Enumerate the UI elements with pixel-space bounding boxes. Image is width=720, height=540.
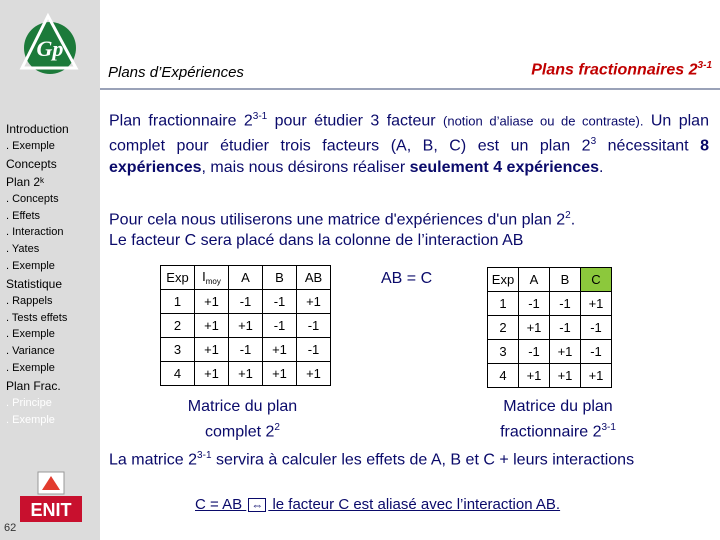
table-cell: 1: [161, 290, 195, 314]
table-cell: 3: [488, 340, 519, 364]
table-cell: 4: [161, 362, 195, 386]
table-cell: +1: [519, 364, 550, 388]
table-header-cell: C: [581, 268, 612, 292]
sidebar-item[interactable]: . Interaction: [6, 226, 64, 239]
sidebar-item[interactable]: Plan 2ᵏ: [6, 174, 45, 189]
table-row: [488, 316, 612, 340]
sidebar-item[interactable]: . Exemple: [6, 140, 55, 152]
table-cell: +1: [263, 338, 297, 362]
table-header-cell: A: [229, 266, 263, 290]
sidebar-item[interactable]: . Rappels: [6, 294, 53, 307]
table-cell: -1: [263, 290, 297, 314]
table-row: [161, 338, 331, 362]
intro-paragraph: Plan fractionnaire 2$^{3-1}$ pour étudier 3 facteur (notion d’aliase ou de contraste). Un plan complet pour étudier trois facteurs (A, B, C) est un plan $2^3$ nécessitant 8 expériences, mais nous désirons réaliser seulement 4 expériences.: [109, 111, 710, 176]
table-cell: +1: [229, 362, 263, 386]
table-row: [488, 340, 612, 364]
table-cell: +1: [195, 362, 229, 386]
gp-logo: [14, 10, 86, 82]
table-cell: -1: [550, 292, 581, 316]
table-header-cell: B: [263, 266, 297, 290]
conclusion-line: La matrice 2$^{3-1}$ servira à calculer les effets de A, B et C + leurs interactions: [109, 450, 635, 469]
table-cell: +1: [550, 364, 581, 388]
sidebar-nav: [6, 120, 100, 428]
full-table-caption: Matrice du plan complet $2^2$: [187, 398, 298, 441]
enit-logo: [16, 470, 86, 530]
table-cell: +1: [581, 292, 612, 316]
table-header-cell: A: [519, 268, 550, 292]
table-cell: 2: [161, 314, 195, 338]
sidebar-item[interactable]: . Exemple: [6, 413, 55, 426]
sidebar-item[interactable]: . Tests effets: [6, 311, 68, 324]
sidebar-item[interactable]: . Concepts: [6, 192, 59, 205]
alias-statement: C = AB ⇔ le facteur C est aliasé avec l’interaction AB.: [195, 496, 561, 513]
table-cell: -1: [229, 338, 263, 362]
full-design-table: [160, 265, 331, 386]
sidebar-item[interactable]: Plan Frac.: [6, 378, 61, 393]
svg-text:Gp: Gp: [36, 36, 64, 61]
sidebar-item[interactable]: . Principe: [6, 396, 52, 409]
table-cell: -1: [263, 314, 297, 338]
table-row: [161, 362, 331, 386]
fractional-design-table: [487, 267, 612, 388]
sidebar-item[interactable]: Introduction: [6, 122, 69, 136]
table-header-cell: B: [550, 268, 581, 292]
table-cell: 2: [488, 316, 519, 340]
table-cell: +1: [519, 316, 550, 340]
table-header-cell: Exp: [488, 268, 519, 292]
table-header-cell: Exp: [161, 266, 195, 290]
table-cell: -1: [229, 290, 263, 314]
table-row: [161, 314, 331, 338]
sidebar-item[interactable]: . Exemple: [6, 328, 55, 341]
method-paragraph: Pour cela nous utiliserons une matrice d'expériences d'un plan $2^2$. Le facteur C sera placé dans la colonne de l’interaction AB: [109, 210, 576, 250]
table-cell: 1: [488, 292, 519, 316]
table-cell: 4: [488, 364, 519, 388]
table-cell: -1: [581, 316, 612, 340]
table-cell: +1: [195, 290, 229, 314]
table-cell: -1: [297, 338, 331, 362]
table-cell: +1: [263, 362, 297, 386]
table-cell: -1: [550, 316, 581, 340]
table-cell: +1: [297, 290, 331, 314]
table-header-cell: $I_{moy}$: [195, 266, 229, 290]
sidebar-item[interactable]: . Effets: [6, 209, 41, 222]
sidebar-item[interactable]: . Exemple: [6, 259, 55, 272]
table-row: [488, 292, 612, 316]
course-title: Plans d’Expériences: [108, 64, 244, 81]
sidebar-item[interactable]: . Variance: [6, 345, 55, 358]
sidebar: [0, 0, 100, 540]
table-cell: +1: [581, 364, 612, 388]
equivalence-arrow-icon: ⇔: [248, 498, 266, 512]
alias-equation: AB = C: [381, 270, 433, 287]
sidebar-item[interactable]: Concepts: [6, 156, 57, 171]
table-cell: -1: [297, 314, 331, 338]
table-cell: +1: [297, 362, 331, 386]
page-number: 62: [4, 522, 17, 534]
table-row: [161, 290, 331, 314]
fractional-table-caption: Matrice du plan fractionnaire 2$^{3-1}$: [500, 398, 616, 441]
table-header-cell: AB: [297, 266, 331, 290]
table-header-row: [161, 266, 331, 290]
table-cell: +1: [550, 340, 581, 364]
table-cell: +1: [195, 338, 229, 362]
table-cell: -1: [519, 292, 550, 316]
sidebar-item[interactable]: . Exemple: [6, 361, 55, 374]
table-row: [488, 364, 612, 388]
svg-text:ENIT: ENIT: [30, 500, 72, 520]
table-header-row: [488, 268, 612, 292]
table-cell: +1: [229, 314, 263, 338]
sidebar-item[interactable]: . Yates: [6, 243, 40, 256]
table-cell: -1: [581, 340, 612, 364]
table-cell: 3: [161, 338, 195, 362]
table-cell: +1: [195, 314, 229, 338]
header-divider: [100, 88, 720, 90]
sidebar-item[interactable]: Statistique: [6, 276, 63, 291]
section-title: Plans fractionnaires 2$^{3-1}$: [531, 60, 712, 79]
table-cell: -1: [519, 340, 550, 364]
